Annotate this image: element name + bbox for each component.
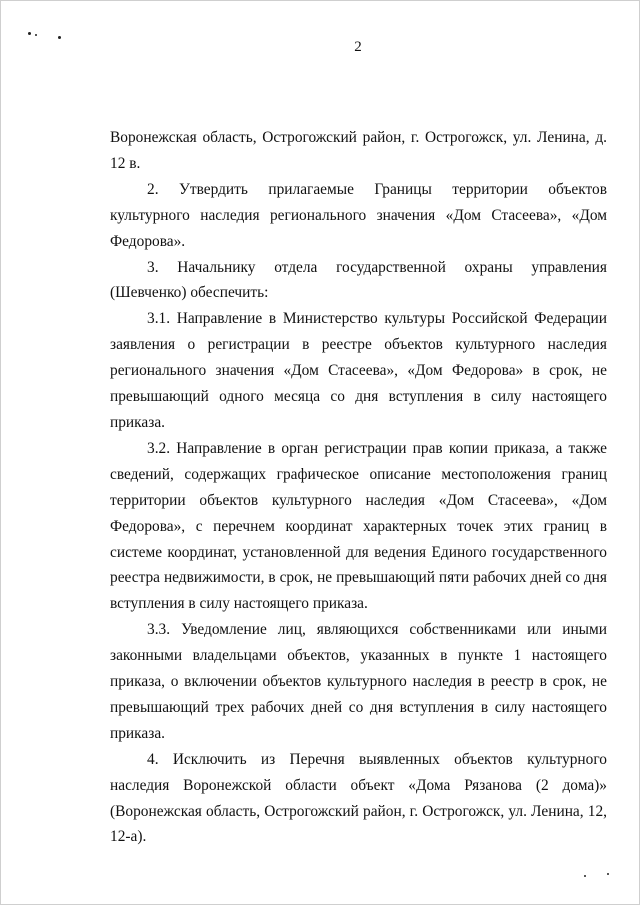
scan-speck bbox=[35, 34, 37, 36]
address-continuation: Воронежская область, Острогожский район, г. Острогожск, ул. Ленина, д. 12 в. bbox=[110, 129, 607, 172]
document-body bbox=[110, 125, 607, 850]
paragraph-item-3-3: 3.3. Уведомление лиц, являющихся собственниками или иными законными владельцами объектов, указанных в пункте 1 настоящего приказа, о включении объектов культурного наследия в реестр в срок, не превышающий трех рабочих дней со дня вступления в силу настоящего приказа. bbox=[110, 621, 607, 742]
scan-speck bbox=[28, 32, 31, 35]
page-number: 2 bbox=[354, 39, 362, 55]
paragraph-item-2: 2. Утвердить прилагаемые Границы территории объектов культурного наследия регионального значения «Дом Стасеева», «Дом Федорова». bbox=[110, 180, 607, 250]
paragraph-item-3-1: 3.1. Направление в Министерство культуры Российской Федерации заявления о регистрации в реестре объектов культурного наследия регионального значения «Дом Стасеева», «Дом Федорова» в срок, не превышающий одного месяца со дня вступления в силу настоящего приказа. bbox=[110, 310, 607, 431]
paragraph-item-4: 4. Исключить из Перечня выявленных объектов культурного наследия Воронежской области объект «Дома Рязанова (2 дома)» (Воронежская область, Острогожский район, г. Острогожск, ул. Ленина, 12, 12-а). bbox=[110, 750, 607, 846]
paragraph-item-3: 3. Начальнику отдела государственной охраны управления (Шевченко) обеспечить: bbox=[110, 258, 607, 302]
paragraph-item-3-2: 3.2. Направление в орган регистрации прав копии приказа, а также сведений, содержащих графическое описание местоположения границ территории объектов культурного наследия «Дом Стасеева», «Дом Федорова», с перечнем координат характерных точек этих границ в системе координат, установленной для ведения Единого государственного реестра недвижимости, в срок, не превышающий пяти рабочих дней со дня вступления в силу настоящего приказа. bbox=[110, 439, 607, 613]
scan-speck bbox=[584, 875, 586, 877]
scan-speck bbox=[607, 873, 609, 875]
